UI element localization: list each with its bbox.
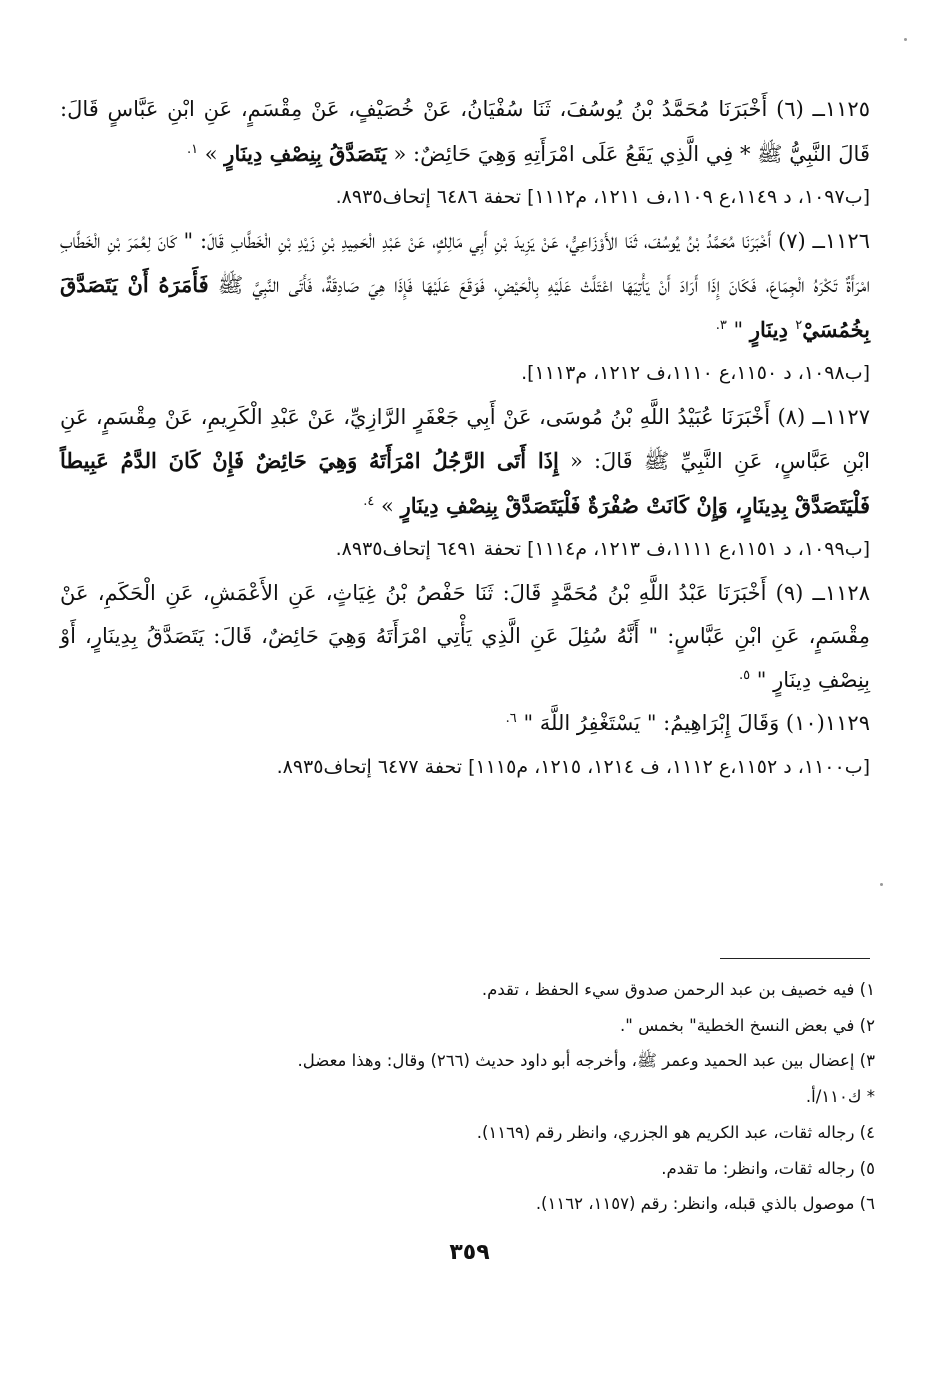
hadith-1126-intro: ١١٢٦ــ (٧) أَخْبَرَنَا مُحَمَّدُ بْنُ يُوسُفَ، ثَنَا الأَوْزَاعِيُّ، عَنْ يَزِيدَ بْنِ أَبِي مَالِكٍ، عَنْ عَبْدِ الْحَمِيدِ بْنِ زَيْدِ بْنِ الْخَطَّابِ قَالَ: " كَانَ لِعُمَرَ بْنِ الْخَطَّابِ امْرَأَةٌ تَكْرَهُ الْجِمَاعَ، فَكَانَ إِذَا أَرَادَ أَنْ يَأْتِيَهَا اعْتَلَّتْ عَلَيْهِ بِالْحَيْضِ، فَوَقَعَ عَلَيْهَا فَإِذَا هِيَ صَادِقَةٌ، فَأَتَى النَّبِيَّ ﷺ (60, 228, 870, 297)
hadith-1127-bold: إِذَا أَتَى الرَّجُلُ امْرَأَتَهُ وَهِيَ حَائِضٌ فَإِنْ كَانَ الدَّمُ عَبِيطاً فَلْيَتَصَدَّقْ بِدِينَارٍ، وَإِنْ كَانَتْ صُفْرَةٌ فَلْيَتَصَدَّقْ بِنِصْفِ دِينَارٍ (60, 448, 870, 518)
footnote-divider (720, 958, 870, 959)
hadith-1128 (60, 572, 870, 703)
hadith-1126 (60, 220, 870, 353)
hadith-1125-intro: ١١٢٥ــ (٦) أَخْبَرَنَا مُحَمَّدُ بْنُ يُوسُفَ، ثَنَا سُفْيَانُ، عَنْ خُصَيْفٍ، عَنْ مِقْسَمٍ، عَنِ ابْنِ عَبَّاسٍ قَالَ: قَالَ النَّبِيُّ ﷺ * فِي الَّذِي يَقَعُ عَلَى امْرَأَتِهِ وَهِيَ حَائِضٌ: « (60, 97, 870, 166)
footnote-marker: ٥. (738, 667, 751, 683)
hadith-1125 (60, 88, 870, 176)
footnote-5: ٥) رجاله ثقات، وانظر: ما تقدم. (661, 1158, 875, 1178)
hadith-1129-reference: [ب١١٠٠، د ١١٥٢،ع ١١١٢، ف ١٢١٤، ١٢١٥، م١١١٥] تحفة ٦٤٧٧ إتحاف٨٩٣٥. (276, 755, 870, 778)
footnote-1: ١) فيه خصيف بن عبد الرحمن صدوق سيء الحفظ ، تقدم. (481, 980, 875, 999)
scan-speck (880, 883, 883, 886)
hadith-1127-intro: ١١٢٧ــ (٨) أَخْبَرَنَا عُبَيْدُ اللَّهِ بْنُ مُوسَى، عَنْ أَبِي جَعْفَرٍ الرَّازِيِّ، عَنْ عَبْدِ الْكَرِيمِ، عَنْ مِقْسَمٍ، عَنِ ابْنِ عَبَّاسٍ، عَنِ النَّبِيِّ ﷺ قَالَ: « (60, 404, 871, 473)
footnote-6: ٦) موصول بالذي قبله، وانظر: رقم (١١٥٧، ١١٦٢). (535, 1194, 875, 1214)
main-text (60, 88, 870, 789)
footnote-marker: ٤. (363, 493, 375, 509)
footnote-marker: ٣. (715, 317, 727, 333)
footnote-folio: * ك١١٠/أ. (805, 1087, 875, 1107)
hadith-1128-text: ١١٢٨ــ (٩) أَخْبَرَنَا عَبْدُ اللَّهِ بْنُ مُحَمَّدٍ قَالَ: ثَنَا حَفْصُ بْنُ غِيَاثٍ، عَنِ الأَعْمَشِ، عَنِ الْحَكَمِ، عَنْ مِقْسَمٍ، عَنِ ابْنِ عَبَّاسٍ: " أَنَّهُ سُئِلَ عَنِ الَّذِي يَأْتِي امْرَأَتَهُ وَهِيَ حَائِضٌ، قَالَ: يَتَصَدَّقُ بِدِينَارٍ، أَوْ بِنِصْفِ دِينَارٍ " (60, 580, 870, 692)
hadith-1126-bold-1: فَأَمَرَهُ أَنْ يَتَصَدَّقَ بِخُمُسَيْ (60, 272, 870, 342)
hadith-1125-bold: يَتَصَدَّقُ بِنِصْفِ دِينَارٍ (224, 140, 387, 166)
scan-speck (904, 38, 907, 41)
footnote-marker: ١. (186, 141, 199, 157)
hadith-1126-bold-2: دِينَارٍ (749, 316, 796, 342)
footnote-marker: ٢ (795, 317, 803, 333)
hadith-1127-reference: [ب١٠٩٩، د ١١٥١،ع ١١١١،ف ١٢١٣، م١١١٤] تحفة ٦٤٩١ إتحاف٨٩٣٥. (335, 538, 870, 560)
footnote-3: ٣) إعضال بين عبد الحميد وعمر ﷺ، وأخرجه أبو داود حديث (٢٦٦) وقال: وهذا معضل. (297, 1051, 875, 1071)
hadith-1126-end: " (733, 317, 750, 342)
hadith-1129 (60, 702, 870, 746)
page-number: ٣٥٩ (449, 1240, 490, 1265)
hadith-1126-reference: [ب١٠٩٨، د ١١٥٠،ع ١١١٠،ف ١٢١٢، م١١١٣]. (521, 362, 870, 384)
footnote-marker: ٦. (505, 711, 517, 726)
hadith-1127-end: » (381, 493, 401, 518)
footnote-2: ٢) في بعض النسخ الخطية" بخمس ". (619, 1015, 875, 1035)
hadith-1125-end: » (204, 141, 225, 166)
hadith-1127 (60, 396, 870, 529)
footnotes (60, 972, 875, 1222)
footnote-4: ٤) رجاله ثقات، عبد الكريم هو الجزري، وانظر رقم (١١٦٩). (476, 1122, 875, 1142)
hadith-1125-reference: [ب١٠٩٧، د ١١٤٩،ع ١١٠٩،ف ١٢١١، م١١١٢] تحفة ٦٤٨٦ إتحاف٨٩٣٥. (335, 186, 870, 208)
hadith-1129-text: ١١٢٩(١٠) وَقَالَ إِبْرَاهِيمُ: " يَسْتَغْفِرُ اللَّهَ " (523, 711, 870, 735)
